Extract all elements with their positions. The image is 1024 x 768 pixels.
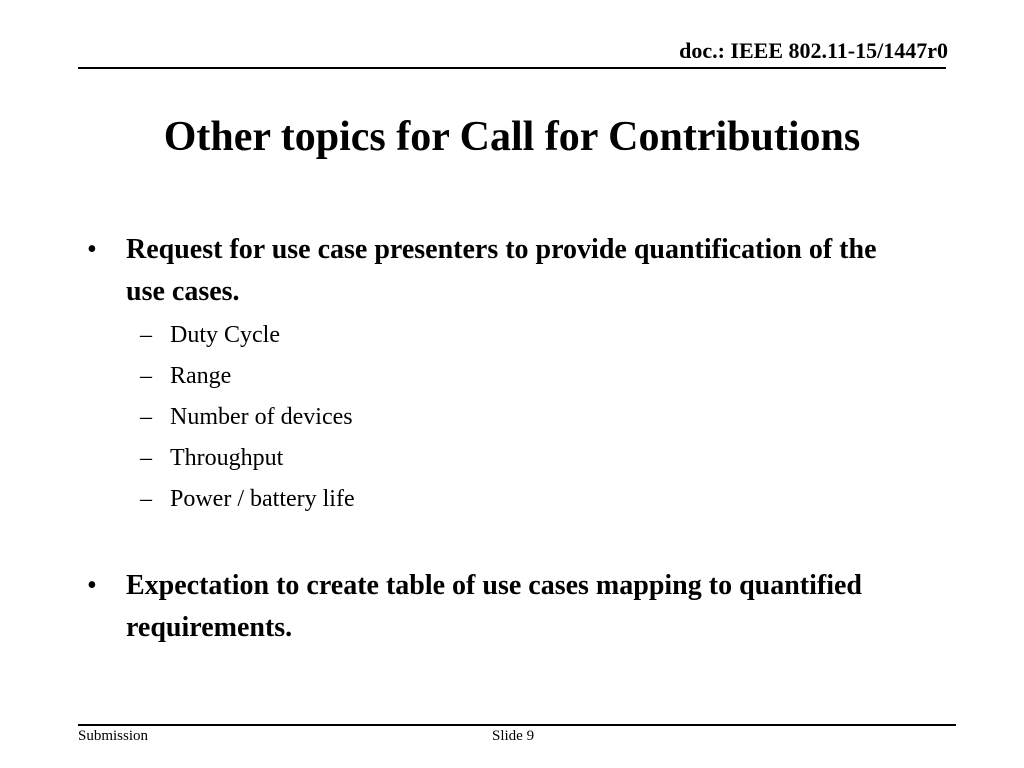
bullet-marker: • — [87, 570, 97, 601]
footer-submission: Submission — [78, 728, 149, 744]
bullet-marker: • — [87, 234, 97, 265]
footer-divider — [78, 724, 956, 726]
document-id: doc.: IEEE 802.11-15/1447r0 — [679, 38, 948, 63]
sub-item-marker: – — [140, 363, 152, 389]
bullet-text: Expectation to create table of use cases mapping to quantified requirements. — [126, 570, 862, 643]
sub-item-marker: – — [140, 486, 152, 512]
sub-item: Duty Cycle — [170, 322, 280, 348]
sub-item: Number of devices — [170, 404, 353, 430]
sub-item-marker: – — [140, 322, 152, 348]
sub-item: Throughput — [170, 445, 284, 471]
slide-number: Slide 9 — [492, 728, 535, 744]
sub-item-marker: – — [140, 445, 152, 471]
sub-item-marker: – — [140, 404, 152, 430]
slide-title: Other topics for Call for Contributions — [163, 114, 861, 160]
bullet-text: Request for use case presenters to provide quantification of the use cases. — [126, 234, 877, 307]
sub-item: Range — [170, 363, 232, 389]
sub-item: Power / battery life — [170, 486, 355, 512]
